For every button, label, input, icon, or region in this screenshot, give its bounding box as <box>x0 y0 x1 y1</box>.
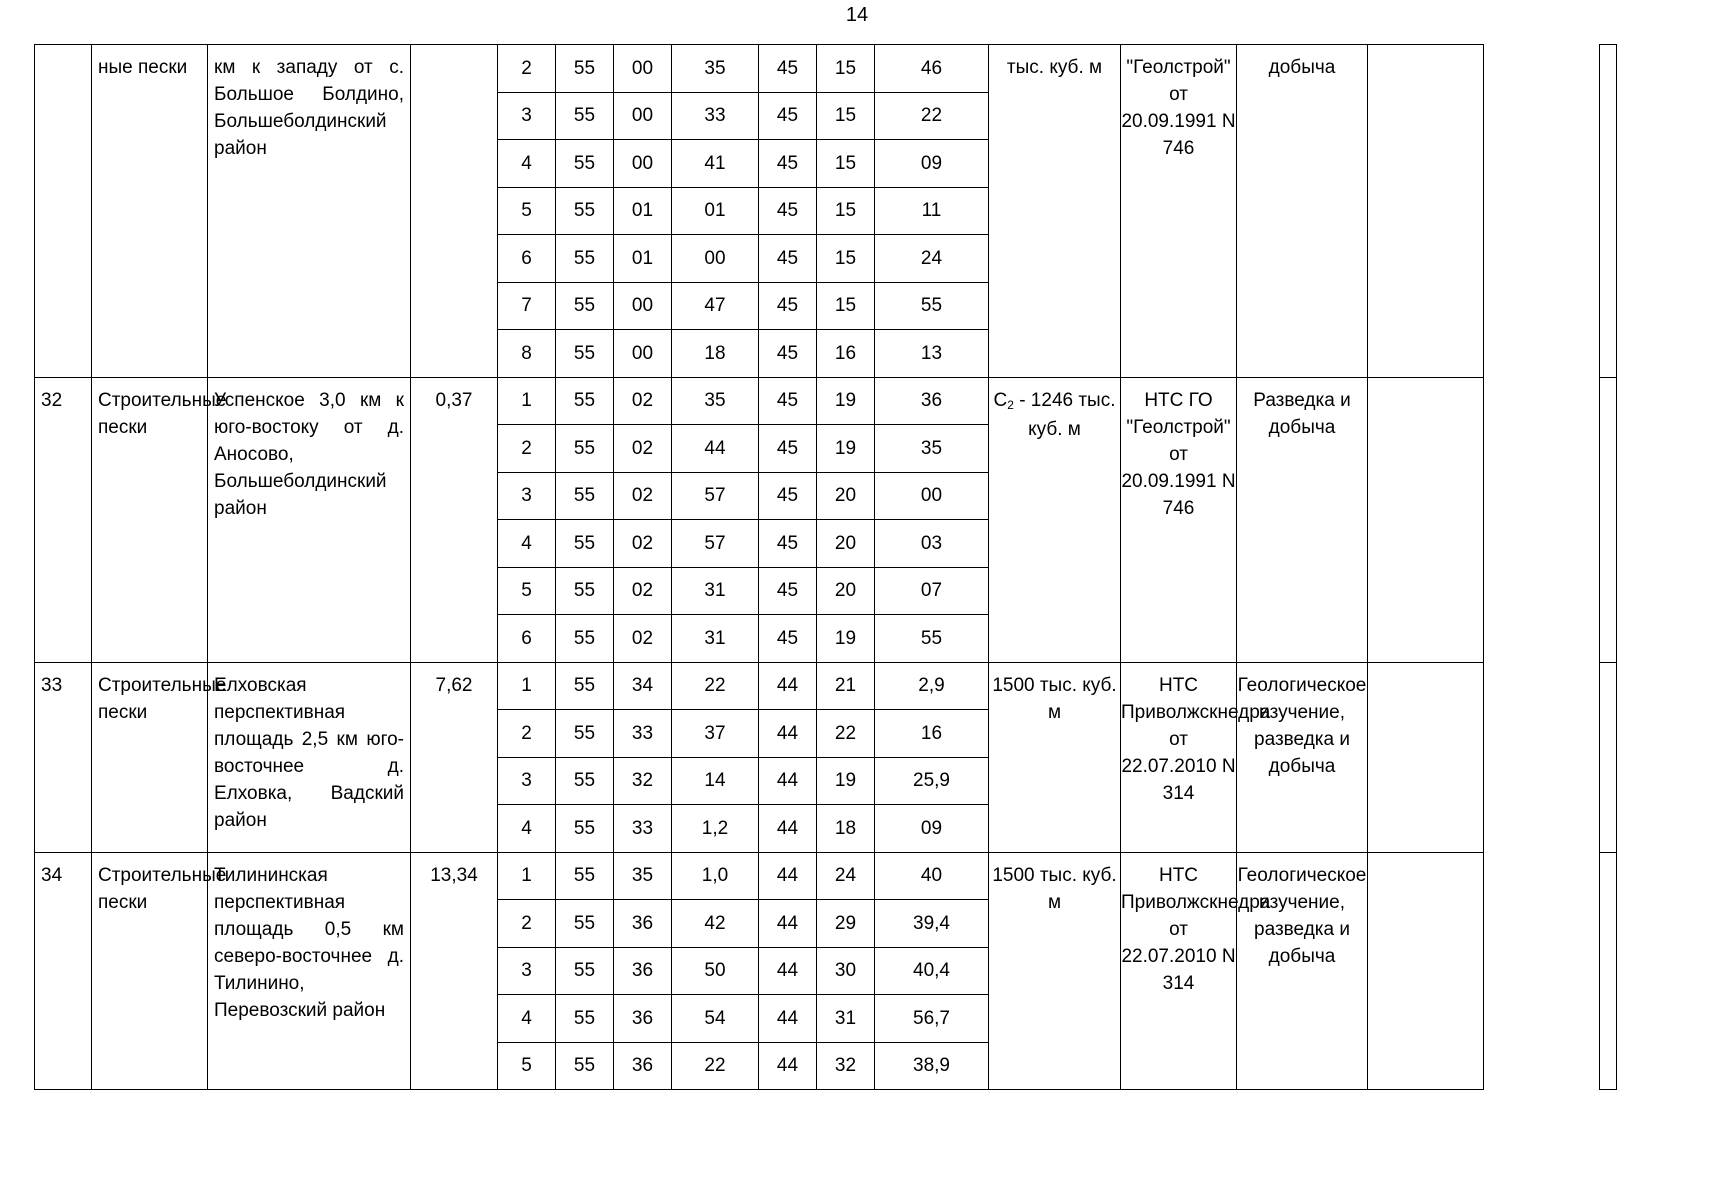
mineral-type: Строительные пески <box>92 377 208 662</box>
coordinate-cell: 20 <box>817 520 875 568</box>
coordinate-cell: 55 <box>556 92 614 140</box>
deposit-area <box>411 45 498 378</box>
coordinate-cell: 36 <box>614 1042 672 1090</box>
coordinate-cell: 55 <box>556 710 614 758</box>
coordinate-cell: 19 <box>817 377 875 425</box>
coordinate-cell: 3 <box>498 92 556 140</box>
coordinate-cell: 18 <box>672 330 759 378</box>
coordinate-cell: 19 <box>817 615 875 663</box>
coordinate-cell: 34 <box>614 662 672 710</box>
coordinate-cell: 16 <box>875 710 989 758</box>
usage-purpose: добыча <box>1237 45 1368 378</box>
coordinate-cell: 45 <box>759 615 817 663</box>
coordinate-cell: 01 <box>614 235 672 283</box>
approval-document: НТС Приволжскнедра от 22.07.2010 N 314 <box>1121 852 1237 1090</box>
reserves-value: 1500 тыс. куб. м <box>992 674 1117 723</box>
deposit-location: км к западу от с. Большое Болдино, Большеболдинский район <box>208 45 411 378</box>
reserves-value: тыс. куб. м <box>1006 57 1103 78</box>
coordinate-cell: 32 <box>614 757 672 805</box>
reserves <box>989 377 1121 662</box>
mineral-type: ные пески <box>92 45 208 378</box>
coordinate-cell: 55 <box>556 900 614 948</box>
coordinate-cell: 35 <box>672 377 759 425</box>
mineral-type: Строительные пески <box>92 662 208 852</box>
reserves-category: C <box>993 389 1008 411</box>
coordinate-cell: 55 <box>556 805 614 853</box>
coordinate-cell: 55 <box>556 330 614 378</box>
coordinate-cell: 24 <box>875 235 989 283</box>
coordinate-cell: 33 <box>672 92 759 140</box>
table-row <box>35 377 1617 425</box>
coordinate-cell: 5 <box>498 187 556 235</box>
coordinate-cell: 2,9 <box>875 662 989 710</box>
reserves <box>989 662 1121 852</box>
empty-cell <box>1368 45 1484 378</box>
coordinate-cell: 37 <box>672 710 759 758</box>
coordinate-cell: 45 <box>759 472 817 520</box>
coordinate-cell: 25,9 <box>875 757 989 805</box>
coordinate-cell: 45 <box>759 140 817 188</box>
coordinate-cell: 4 <box>498 805 556 853</box>
coordinate-cell: 40,4 <box>875 947 989 995</box>
coordinate-cell: 33 <box>614 710 672 758</box>
coordinate-cell: 44 <box>759 710 817 758</box>
coordinate-cell: 20 <box>817 472 875 520</box>
coordinate-cell: 15 <box>817 45 875 93</box>
deposit-number: 34 <box>35 852 92 1090</box>
coordinate-cell: 45 <box>759 235 817 283</box>
coordinate-cell: 1,2 <box>672 805 759 853</box>
coordinate-cell: 8 <box>498 330 556 378</box>
coordinate-cell: 11 <box>875 187 989 235</box>
coordinate-cell: 55 <box>875 615 989 663</box>
coordinate-cell: 44 <box>759 757 817 805</box>
coordinate-cell: 02 <box>614 425 672 473</box>
coordinate-cell: 55 <box>556 567 614 615</box>
empty-cell <box>1600 662 1617 852</box>
table-row <box>35 852 1617 900</box>
coordinate-cell: 1,0 <box>672 852 759 900</box>
coordinate-cell: 55 <box>556 45 614 93</box>
coordinate-cell: 4 <box>498 140 556 188</box>
approval-document: "Геолстрой" от 20.09.1991 N 746 <box>1121 45 1237 378</box>
coordinate-cell: 4 <box>498 520 556 568</box>
coordinate-cell: 42 <box>672 900 759 948</box>
coordinate-cell: 35 <box>875 425 989 473</box>
coordinate-cell: 55 <box>556 1042 614 1090</box>
coordinate-cell: 55 <box>556 377 614 425</box>
deposit-number: 32 <box>35 377 92 662</box>
deposit-number: 33 <box>35 662 92 852</box>
coordinate-cell: 16 <box>817 330 875 378</box>
coordinate-cell: 00 <box>672 235 759 283</box>
coordinate-cell: 7 <box>498 282 556 330</box>
table-row <box>35 45 1617 93</box>
column-gap <box>1484 852 1600 1090</box>
coordinate-cell: 55 <box>556 852 614 900</box>
coordinate-cell: 45 <box>759 187 817 235</box>
coordinate-cell: 41 <box>672 140 759 188</box>
coordinate-cell: 1 <box>498 377 556 425</box>
coordinate-cell: 18 <box>817 805 875 853</box>
coordinate-cell: 38,9 <box>875 1042 989 1090</box>
coordinate-cell: 45 <box>759 45 817 93</box>
coordinate-cell: 36 <box>614 900 672 948</box>
empty-cell <box>1600 45 1617 378</box>
coordinate-cell: 46 <box>875 45 989 93</box>
coordinate-cell: 00 <box>614 45 672 93</box>
deposit-location: Елховская перспективная площадь 2,5 км юго-восточнее д. Елховка, Вадский район <box>208 662 411 852</box>
coordinate-cell: 02 <box>614 377 672 425</box>
coordinate-cell: 2 <box>498 45 556 93</box>
coordinate-cell: 31 <box>672 567 759 615</box>
coordinate-cell: 15 <box>817 282 875 330</box>
coordinate-cell: 55 <box>556 425 614 473</box>
coordinate-cell: 35 <box>672 45 759 93</box>
coordinate-cell: 22 <box>817 710 875 758</box>
deposit-location: Успенское 3,0 км к юго-востоку от д. Аносово, Большеболдинский район <box>208 377 411 662</box>
coordinate-cell: 00 <box>614 140 672 188</box>
coordinate-cell: 55 <box>875 282 989 330</box>
empty-cell <box>1368 852 1484 1090</box>
coordinate-cell: 02 <box>614 615 672 663</box>
coordinate-cell: 24 <box>817 852 875 900</box>
coordinate-cell: 4 <box>498 995 556 1043</box>
mineral-type: Строительные пески <box>92 852 208 1090</box>
coordinate-cell: 5 <box>498 567 556 615</box>
usage-purpose: Геологическое изучение, разведка и добыча <box>1237 662 1368 852</box>
coordinate-cell: 44 <box>759 947 817 995</box>
coordinate-cell: 29 <box>817 900 875 948</box>
coordinate-cell: 56,7 <box>875 995 989 1043</box>
reserves-value: - 1246 тыс. куб. м <box>1013 389 1116 440</box>
coordinate-cell: 40 <box>875 852 989 900</box>
column-gap <box>1484 662 1600 852</box>
coordinate-cell: 2 <box>498 425 556 473</box>
table-row <box>35 662 1617 710</box>
coordinate-cell: 57 <box>672 472 759 520</box>
coordinate-cell: 55 <box>556 187 614 235</box>
coordinate-cell: 09 <box>875 140 989 188</box>
coordinate-cell: 15 <box>817 92 875 140</box>
coordinate-cell: 44 <box>759 805 817 853</box>
coordinate-cell: 55 <box>556 520 614 568</box>
coordinate-cell: 44 <box>759 900 817 948</box>
coordinate-cell: 31 <box>672 615 759 663</box>
coordinate-cell: 44 <box>672 425 759 473</box>
coordinate-cell: 15 <box>817 187 875 235</box>
empty-cell <box>1368 662 1484 852</box>
coordinate-cell: 39,4 <box>875 900 989 948</box>
coordinate-cell: 20 <box>817 567 875 615</box>
coordinate-cell: 00 <box>875 472 989 520</box>
coordinate-cell: 44 <box>759 852 817 900</box>
reserves-category-index: 2 <box>1007 397 1014 412</box>
coordinate-cell: 01 <box>614 187 672 235</box>
empty-cell <box>1600 852 1617 1090</box>
empty-cell <box>1368 377 1484 662</box>
coordinate-cell: 44 <box>759 995 817 1043</box>
coordinate-cell: 02 <box>614 520 672 568</box>
coordinate-cell: 5 <box>498 1042 556 1090</box>
coordinate-cell: 2 <box>498 710 556 758</box>
coordinate-cell: 54 <box>672 995 759 1043</box>
coordinate-cell: 44 <box>759 662 817 710</box>
coordinate-cell: 30 <box>817 947 875 995</box>
coordinate-cell: 55 <box>556 662 614 710</box>
coordinate-cell: 32 <box>817 1042 875 1090</box>
coordinate-cell: 6 <box>498 235 556 283</box>
coordinate-cell: 00 <box>614 92 672 140</box>
coordinate-cell: 55 <box>556 947 614 995</box>
coordinate-cell: 3 <box>498 472 556 520</box>
coordinate-cell: 55 <box>556 282 614 330</box>
coordinate-cell: 55 <box>556 472 614 520</box>
coordinate-cell: 1 <box>498 662 556 710</box>
reserves-value: 1500 тыс. куб. м <box>992 864 1117 913</box>
coordinate-cell: 19 <box>817 757 875 805</box>
coordinate-cell: 02 <box>614 567 672 615</box>
coordinate-cell: 36 <box>875 377 989 425</box>
coordinate-cell: 31 <box>817 995 875 1043</box>
coordinate-cell: 33 <box>614 805 672 853</box>
coordinate-cell: 21 <box>817 662 875 710</box>
coordinate-cell: 15 <box>817 140 875 188</box>
coordinate-cell: 36 <box>614 947 672 995</box>
coordinate-cell: 03 <box>875 520 989 568</box>
coordinate-cell: 09 <box>875 805 989 853</box>
coordinate-cell: 22 <box>672 1042 759 1090</box>
coordinate-cell: 36 <box>614 995 672 1043</box>
coordinate-cell: 15 <box>817 235 875 283</box>
coordinate-cell: 45 <box>759 377 817 425</box>
coordinate-cell: 45 <box>759 282 817 330</box>
coordinate-cell: 55 <box>556 757 614 805</box>
coordinate-cell: 45 <box>759 330 817 378</box>
coordinate-cell: 00 <box>614 330 672 378</box>
approval-document: НТС ГО "Геолстрой" от 20.09.1991 N 746 <box>1121 377 1237 662</box>
coordinate-cell: 3 <box>498 947 556 995</box>
coordinate-cell: 07 <box>875 567 989 615</box>
coordinate-cell: 00 <box>614 282 672 330</box>
coordinate-cell: 35 <box>614 852 672 900</box>
coordinate-cell: 55 <box>556 615 614 663</box>
page-number: 14 <box>845 4 869 26</box>
coordinate-cell: 22 <box>875 92 989 140</box>
column-gap <box>1484 45 1600 378</box>
coordinate-cell: 47 <box>672 282 759 330</box>
coordinate-cell: 6 <box>498 615 556 663</box>
coordinate-cell: 3 <box>498 757 556 805</box>
coordinate-cell: 45 <box>759 425 817 473</box>
deposit-area: 7,62 <box>411 662 498 852</box>
empty-cell <box>1600 377 1617 662</box>
coordinate-cell: 44 <box>759 1042 817 1090</box>
column-gap <box>1484 377 1600 662</box>
coordinate-cell: 01 <box>672 187 759 235</box>
coordinate-cell: 57 <box>672 520 759 568</box>
deposits-table <box>34 44 1617 1090</box>
coordinate-cell: 55 <box>556 140 614 188</box>
deposit-area: 13,34 <box>411 852 498 1090</box>
coordinate-cell: 19 <box>817 425 875 473</box>
coordinate-cell: 2 <box>498 900 556 948</box>
coordinate-cell: 14 <box>672 757 759 805</box>
reserves <box>989 852 1121 1090</box>
usage-purpose: Геологическое изучение, разведка и добыча <box>1237 852 1368 1090</box>
reserves <box>989 45 1121 378</box>
coordinate-cell: 45 <box>759 92 817 140</box>
coordinate-cell: 55 <box>556 995 614 1043</box>
coordinate-cell: 45 <box>759 567 817 615</box>
usage-purpose: Разведка и добыча <box>1237 377 1368 662</box>
coordinate-cell: 45 <box>759 520 817 568</box>
coordinate-cell: 1 <box>498 852 556 900</box>
coordinate-cell: 50 <box>672 947 759 995</box>
deposit-location: Тилининская перспективная площадь 0,5 км северо-восточнее д. Тилинино, Перевозский район <box>208 852 411 1090</box>
approval-document: НТС Приволжскнедра от 22.07.2010 N 314 <box>1121 662 1237 852</box>
coordinate-cell: 02 <box>614 472 672 520</box>
deposit-number <box>35 45 92 378</box>
coordinate-cell: 13 <box>875 330 989 378</box>
coordinate-cell: 22 <box>672 662 759 710</box>
deposit-area: 0,37 <box>411 377 498 662</box>
coordinate-cell: 55 <box>556 235 614 283</box>
